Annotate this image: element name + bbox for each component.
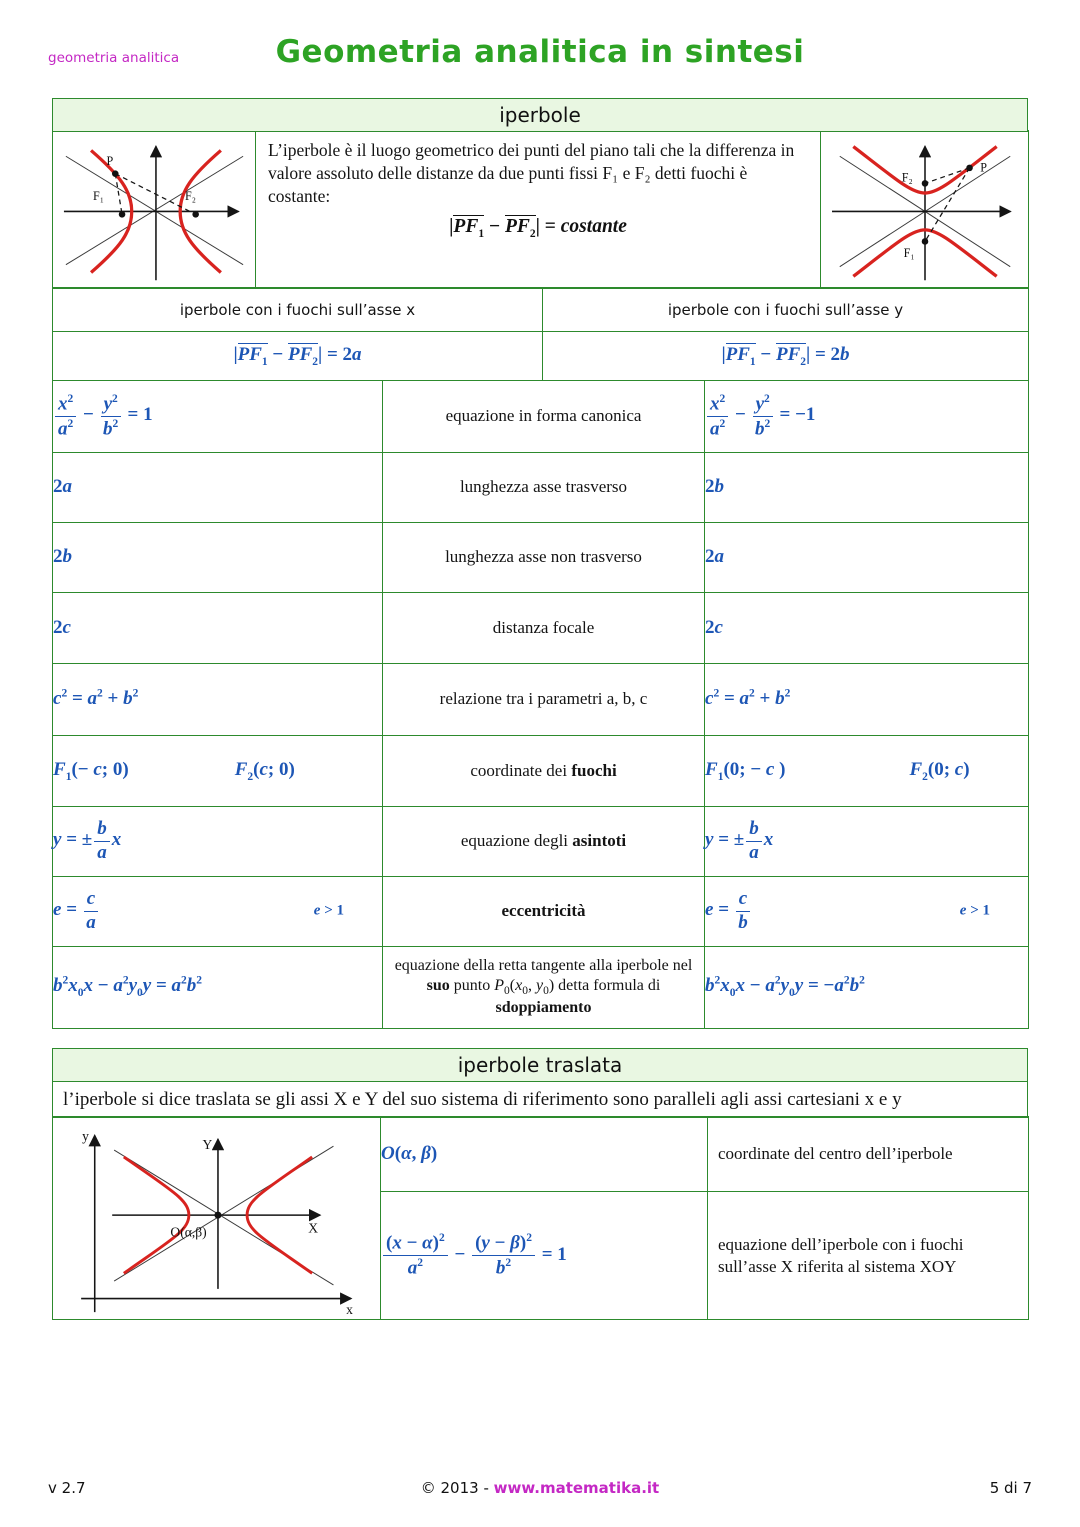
iperbole-header-table bbox=[52, 98, 1028, 132]
outer-y-axis-label: y bbox=[81, 1128, 89, 1144]
parameters-relation-y: $c^2 = a^2 + b^2$ bbox=[705, 687, 791, 710]
eccentricity-x-formula: e = $\frac{c}{a}$ e > 1 bbox=[53, 888, 344, 933]
row-label: equazione in forma canonica bbox=[445, 406, 642, 426]
translated-hyperbola-graph-cell bbox=[53, 1117, 381, 1320]
foci-coordinates-x-cell bbox=[53, 735, 383, 806]
row-label-cell bbox=[383, 452, 705, 522]
focal-distance-x-cell bbox=[53, 592, 383, 663]
nontransverse-y-cell bbox=[705, 522, 1029, 592]
table-row bbox=[53, 288, 1029, 332]
page-number: 5 di 7 bbox=[989, 1479, 1032, 1497]
copyright-line bbox=[0, 1479, 1080, 1497]
focus-f2-label: F₂ bbox=[184, 188, 196, 203]
copyright-text: © 2013 - bbox=[420, 1479, 494, 1497]
eccentricity-y-cell bbox=[705, 876, 1029, 946]
row-label-cell bbox=[708, 1192, 1029, 1320]
row-label-cell bbox=[383, 522, 705, 592]
row-label: lunghezza asse trasverso bbox=[459, 477, 628, 497]
foci-x-header: iperbole con i fuochi sull’asse x bbox=[179, 300, 416, 319]
transverse-x-cell bbox=[53, 452, 383, 522]
parameters-relation-x-cell bbox=[53, 663, 383, 735]
point-p-label: P bbox=[979, 160, 987, 175]
table-row bbox=[53, 876, 1029, 946]
table-row bbox=[53, 735, 1029, 806]
website-link[interactable]: www.matematika.it bbox=[493, 1479, 660, 1497]
hyperbola-x-graph-cell bbox=[53, 131, 256, 289]
traslata-intro-cell bbox=[53, 1082, 1028, 1118]
transverse-y-value: 2b bbox=[705, 476, 724, 498]
focal-distance-y-value: 2c bbox=[705, 616, 723, 638]
row-label: distanza focale bbox=[492, 617, 595, 637]
row-label: equazione della retta tangente alla iperbole nel suo punto $P_0(x_0$, $y_0$) detta formula di sdoppiamento bbox=[394, 956, 693, 1017]
hyperbola-y-axis-graph bbox=[823, 133, 1027, 287]
pf-definition-x: $|PF_1 - PF_2| = 2a$ bbox=[233, 344, 362, 369]
focus-f1-label: F₁ bbox=[92, 188, 104, 203]
eccentricity-x-cell bbox=[53, 876, 383, 946]
focal-distance-x-value: 2c bbox=[53, 616, 71, 638]
inner-x-axis-label: X bbox=[307, 1220, 318, 1236]
row-label-cell bbox=[383, 946, 705, 1028]
table-row bbox=[53, 1049, 1028, 1082]
nontransverse-x-value: 2b bbox=[53, 546, 72, 568]
table-row bbox=[53, 452, 1029, 522]
row-label-cell bbox=[708, 1117, 1029, 1192]
foci-x-header-cell bbox=[53, 288, 543, 332]
foci-coordinates-y: $F_1(0$; − c ) $F_2(0$; c) bbox=[705, 758, 970, 783]
properties-table bbox=[52, 380, 1029, 1029]
page-title: Geometria analitica in sintesi bbox=[275, 34, 805, 70]
asymptotes-y-cell bbox=[705, 806, 1029, 876]
asymptotes-x-cell bbox=[53, 806, 383, 876]
table-row bbox=[53, 131, 1029, 289]
iperbole-table bbox=[52, 98, 1029, 1029]
version-label: v 2.7 bbox=[48, 1479, 86, 1497]
foci-coordinates-x: $F_1(- c$; 0) $F_2(c$; 0) bbox=[53, 758, 295, 783]
traslata-header-table bbox=[52, 1048, 1028, 1118]
row-label-cell bbox=[383, 592, 705, 663]
row-label: coordinate dei fuochi bbox=[470, 760, 617, 780]
foci-y-header: iperbole con i fuochi sull’asse y bbox=[667, 300, 904, 319]
page-footer bbox=[0, 1479, 1080, 1501]
parameters-relation-x: $c^2 = a^2 + b^2$ bbox=[53, 687, 139, 710]
tangent-y-cell bbox=[705, 946, 1029, 1028]
definition-text: L’iperbole è il luogo geometrico dei punti del piano tali che la differenza in valore assoluto delle distanze da due punti fissi F₁ e F₂ detti fuochi è costante: bbox=[268, 140, 795, 207]
outer-x-axis-label: x bbox=[345, 1301, 353, 1317]
row-label: equazione degli asintoti bbox=[460, 831, 627, 851]
table-row bbox=[53, 946, 1029, 1028]
canonical-y-cell bbox=[705, 380, 1029, 452]
center-coordinates-cell bbox=[381, 1117, 708, 1192]
iperbole-title-cell bbox=[53, 99, 1028, 132]
row-label: equazione dell’iperbole con i fuochi sull’asse X riferita al sistema XOY bbox=[718, 1234, 964, 1276]
nontransverse-y-value: 2a bbox=[705, 546, 724, 568]
tangent-x-cell bbox=[53, 946, 383, 1028]
row-label: relazione tra i parametri a, b, c bbox=[439, 689, 648, 709]
translated-origin-label: O(α,β) bbox=[169, 1224, 207, 1240]
table-row bbox=[53, 1082, 1028, 1118]
nontransverse-x-cell bbox=[53, 522, 383, 592]
focus-f2-label: F₂ bbox=[901, 170, 913, 185]
table-row bbox=[53, 663, 1029, 735]
center-coordinates-formula: O(α, β) bbox=[381, 1143, 438, 1165]
focal-distance-y-cell bbox=[705, 592, 1029, 663]
table-row bbox=[53, 99, 1028, 132]
foci-y-header-cell bbox=[543, 288, 1029, 332]
row-label: coordinate del centro dell’iperbole bbox=[718, 1144, 953, 1164]
iperbole-traslata-table bbox=[52, 1048, 1029, 1320]
pf-definition-y-cell bbox=[543, 332, 1029, 381]
row-label-cell bbox=[383, 876, 705, 946]
iperbole-title: iperbole bbox=[499, 103, 581, 127]
translated-equation-cell bbox=[381, 1192, 708, 1320]
traslata-body-table bbox=[52, 1116, 1029, 1320]
row-label: eccentricità bbox=[501, 901, 586, 921]
table-row bbox=[53, 380, 1029, 452]
definition-cell bbox=[256, 131, 821, 289]
translated-hyperbola-graph bbox=[56, 1120, 378, 1317]
row-label: lunghezza asse non trasverso bbox=[445, 547, 642, 567]
traslata-title-cell bbox=[53, 1049, 1028, 1082]
definition-row-table bbox=[52, 130, 1029, 289]
transverse-y-cell bbox=[705, 452, 1029, 522]
table-row bbox=[53, 806, 1029, 876]
tangent-y-formula: $b^2x_0x - a^2y_0y = -a^2b^2$ bbox=[705, 975, 865, 1000]
table-row bbox=[53, 1117, 1029, 1192]
canonical-x-formula: $\frac{x^2}{a^2}$ − $\frac{y^2}{b^2}$ = 1 bbox=[53, 404, 153, 425]
table-row bbox=[53, 522, 1029, 592]
canonical-x-cell bbox=[53, 380, 383, 452]
table-row bbox=[53, 592, 1029, 663]
focus-f1-label: F₁ bbox=[903, 245, 915, 260]
row-label-cell bbox=[383, 806, 705, 876]
tangent-x-formula: $b^2x_0x - a^2y_0y = a^2b^2$ bbox=[53, 975, 203, 1000]
point-p-label: P bbox=[106, 153, 113, 168]
transverse-x-value: 2a bbox=[53, 476, 72, 498]
pf-definition-x-cell bbox=[53, 332, 543, 381]
traslata-intro-text: l’iperbole si dice traslata se gli assi X e Y del suo sistema di riferimento sono paralleli agli assi cartesiani x e y bbox=[63, 1088, 902, 1110]
foci-coordinates-y-cell bbox=[705, 735, 1029, 806]
inner-y-axis-label: Y bbox=[201, 1136, 212, 1152]
eccentricity-y-formula: e = $\frac{c}{b}$ e > 1 bbox=[705, 888, 990, 933]
asymptotes-x-formula: y = ± $\frac{b}{a}$ x bbox=[53, 818, 122, 863]
row-label-cell bbox=[383, 380, 705, 452]
row-label-cell bbox=[383, 735, 705, 806]
row-label-cell bbox=[383, 663, 705, 735]
canonical-y-formula: $\frac{x^2}{a^2}$ − $\frac{y^2}{b^2}$ = −1 bbox=[705, 404, 815, 425]
pf-definition-y: $|PF_1 - PF_2| = 2b$ bbox=[721, 344, 850, 369]
translated-equation-formula: $\frac{(x - \alpha)^2}{a^2}$ − $\frac{(y - \beta)^2}{b^2}$ = 1 bbox=[381, 1244, 567, 1265]
table-row bbox=[53, 332, 1029, 381]
subject-label: geometria analitica bbox=[48, 50, 180, 66]
parameters-relation-y-cell bbox=[705, 663, 1029, 735]
branch-header-table bbox=[52, 287, 1029, 381]
definition-formula: $|PF_1 - PF_2|$ = costante bbox=[449, 216, 627, 241]
hyperbola-x-axis-graph bbox=[55, 133, 254, 287]
traslata-title: iperbole traslata bbox=[457, 1053, 623, 1077]
asymptotes-y-formula: y = ± $\frac{b}{a}$ x bbox=[705, 818, 774, 863]
hyperbola-y-graph-cell bbox=[821, 131, 1029, 289]
